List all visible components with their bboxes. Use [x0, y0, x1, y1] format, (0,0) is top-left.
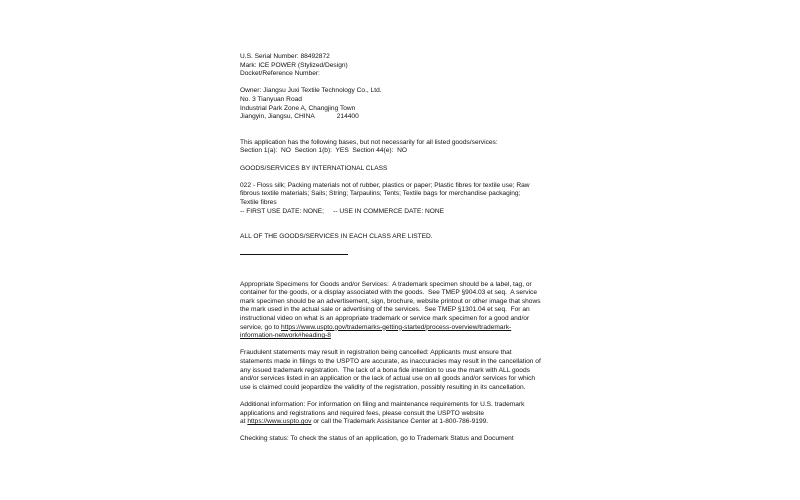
fraud-line3: any issued trademark registration. The lack of a bona fide intention to use the mark with ALL goods — [240, 366, 530, 374]
additional-line1: Additional information: For information on filing and maintenance requirements for U.S. trademark — [240, 401, 525, 408]
goods-services — [240, 165, 560, 242]
class-description-line1: 022 - Floss silk; Packing materials not of rubber, plastics or paper; Plastic fibres for textile use; Raw — [240, 181, 530, 189]
additional-line3-prefix: at — [240, 418, 248, 426]
bases-sections: Section 1(a): NO Section 1(b): YES Section 44(e): NO — [240, 147, 407, 155]
serial-number: U.S. Serial Number: 88492872 — [240, 53, 330, 60]
specimens-line2: container for the goods, or a display associated with the goods. See TMEP §904.03 et seq. A service — [240, 289, 538, 297]
fraud-line5: use is claimed could jeopardize the validity of the registration, possibly resulting in its cancellation. — [240, 383, 526, 391]
goods-heading: GOODS/SERVICES BY INTERNATIONAL CLASS — [240, 164, 388, 172]
additional-line3-suffix: or call the Trademark Assistance Center at 1-800-786-9199. — [311, 418, 489, 426]
owner-address-line2: Industrial Park Zone A, Changjing Town — [240, 104, 356, 112]
use-dates: -- FIRST USE DATE: NONE; -- USE IN COMMERCE DATE: NONE — [240, 207, 445, 215]
owner-block — [240, 87, 560, 121]
docket-number: Docket/Reference Number: — [240, 70, 320, 78]
additional-line3 — [240, 418, 560, 427]
checking-status-paragraph — [240, 435, 560, 444]
specimens-paragraph — [240, 281, 560, 341]
bases-intro: This application has the following bases, but not necessarily for all listed goods/services: — [240, 138, 498, 146]
fraud-line4: and/or services listed in an application or the lack of actual use on all goods and/or services for which — [240, 375, 536, 383]
all-goods-listed: ALL OF THE GOODS/SERVICES IN EACH CLASS ARE LISTED. — [240, 233, 433, 241]
specimens-line7 — [240, 332, 560, 341]
class-description-line2: fibrous textile materials; Sails; String; Tarpaulins; Tents; Textile bags for merchandise packaging; — [240, 190, 521, 198]
additional-info-paragraph — [240, 401, 560, 427]
checking-line1: Checking status: To check the status of an application, go to Trademark Status and Document — [240, 435, 514, 443]
owner-address-line1: No. 3 Tianyuan Road — [240, 95, 302, 103]
owner-postal-code: 214400 — [336, 113, 359, 121]
specimens-line6 — [240, 324, 560, 333]
owner-name: Owner: Jiangsu Juxi Textile Technology Co., Ltd. — [240, 87, 382, 95]
specimen-guide-link[interactable]: https://www.uspto.gov/trademarks-getting-started/process-overview/trademark- — [281, 323, 512, 331]
specimens-line4: the mark used in the actual sale or advertising of the services. See TMEP §1301.04 et seq. For an — [240, 306, 530, 314]
owner-city-line — [240, 113, 560, 122]
uspto-website-link[interactable]: https://www.uspto.gov — [247, 418, 312, 426]
document-page — [240, 53, 560, 444]
fraud-line2: statements made in filings to the USPTO are accurate, as inaccuracies may result in the cancellation of — [240, 358, 541, 366]
filing-bases — [240, 139, 560, 156]
owner-city: Jiangyin, Jiangsu, CHINA — [240, 113, 315, 121]
additional-line2: applications and registrations and required fees, please consult the USPTO website — [240, 409, 484, 417]
fraud-line1: Fraudulent statements may result in registration being cancelled: Applicants must ensure that — [240, 349, 512, 357]
specimens-line6-prefix: service, go to — [240, 323, 282, 331]
application-header — [240, 53, 560, 79]
specimens-line1: Appropriate Specimens for Goods and/or Services: A trademark specimen should be a label, tag, or — [240, 280, 532, 288]
specimens-line5: instructional video on what is an appropriate trademark or service mark specimen for a good and/or — [240, 315, 530, 323]
specimens-line3: mark specimen should be an advertisement, sign, brochure, website printout or other image that shows — [240, 297, 541, 305]
specimen-guide-link-continued[interactable]: information-network#heading-8 — [240, 332, 331, 340]
mark-name: Mark: ICE POWER (Stylized/Design) — [240, 61, 348, 69]
class-description-line3: Textile fibres — [240, 198, 277, 206]
fraud-paragraph — [240, 349, 560, 392]
